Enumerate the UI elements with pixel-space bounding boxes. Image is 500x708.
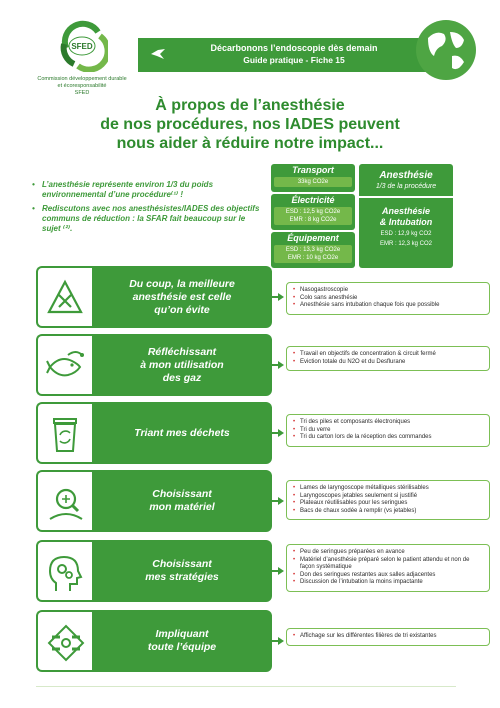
row-arrow-icon [278,293,284,301]
globe-icon [414,18,478,82]
action-row-waste [36,402,456,464]
row-label-line: anesthésie est celle [132,290,232,303]
action-row-gas [36,334,456,396]
stat-anes-sub: 1/3 de la procédure [375,183,437,190]
stat-transport-head: Transport [292,165,334,175]
row-details [286,282,490,315]
recycle-bin-icon [46,415,84,455]
stat-anesthesie [359,164,453,268]
row-label-line: mes stratégies [145,571,219,583]
row-icon-box [36,402,92,464]
detail-item: • Discussion de l’intubation la moins impactante [293,579,483,587]
detail-item: • Tri du carton lors de la réception des commandes [293,434,483,442]
row-label-line: qu’on évite [154,303,210,316]
detail-item: • Eviction totale du N2O et du Desflurane [293,359,483,367]
stat-intub-block [359,198,453,248]
row-arrow-icon [278,567,284,575]
stat-elec-emr: EMR : 8 kg CO2e [289,217,337,223]
row-label-line: Du coup, la meilleure [129,277,235,290]
stat-equip-values [274,245,352,263]
detail-item: • Tri du verre [293,427,483,435]
row-label-line: Triant mes déchets [134,426,230,439]
footer-divider [36,686,456,687]
detail-item: • Tri des piles et composants électroniques [293,419,483,427]
cross-in-triangle-icon [46,279,84,317]
recycle-leaf-icon [58,18,108,72]
stat-intub-head-2: & Intubation [379,217,433,227]
action-row-team [36,610,456,672]
row-details [286,544,490,592]
org-line-3: SFED [74,90,90,96]
gas-fish-icon [46,347,86,385]
row-label-line: Réfléchissant [147,345,217,358]
stat-intub-esd: ESD : 12,9 kg CO2 [380,231,432,237]
org-line-2: et écoresponsabilité [57,83,107,89]
detail-item: • Laryngoscopes jetables seulement si justifié [293,493,483,501]
row-icon-box [36,266,92,328]
intro-item: • Rediscutons avec nos anesthésistes/IADES des objectifs communs de réduction : la SFAR fait beaucoup sur le sujet ⁽²⁾. [32,204,262,234]
row-label [92,266,272,328]
row-label-line: Choisissant [152,558,212,570]
stat-equip-head: Équipement [287,233,339,243]
sfed-logo [22,18,142,104]
detail-item: • Peu de seringues préparées en avance [293,549,483,557]
org-line-1: Commission développement durable [37,76,127,82]
detail-item: • Affichage sur les différentes filières de tri existantes [293,633,483,641]
stat-elec-esd: ESD : 12,5 kg CO2e [285,209,341,215]
head-gears-icon [46,553,84,593]
stat-equipement [271,232,355,268]
row-details [286,480,490,520]
row-label [92,334,272,396]
row-label-line: mon matériel [149,501,215,513]
action-row-material [36,470,456,532]
stat-equip-esd: ESD : 13,3 kg CO2e [285,247,341,253]
row-label [92,402,272,464]
title-line-2: de nos procédures, nos IADES peuvent [100,116,400,133]
detail-item: • Plateaux réutilisables pour les seringues [293,500,483,508]
row-label-line: Impliquant [155,628,209,640]
intro-list [32,180,262,238]
magnifier-tools-icon [46,483,86,521]
row-icon-box [36,470,92,532]
joined-hands-icon [46,623,86,663]
page-title [60,96,440,153]
stat-electricite [271,194,355,230]
detail-item: • Travail en objectifs de concentration & circuit fermé [293,351,483,359]
detail-item: • Colo sans anesthésie [293,295,483,303]
action-row-avoid [36,266,456,328]
bird-icon [150,48,166,60]
intro-item: • L’anesthésie représente environ 1/3 du poids environnemental d’une procédure⁽¹⁾ ! [32,180,262,200]
row-arrow-icon [278,637,284,645]
row-details [286,414,490,447]
detail-item: • Nasogastroscopie [293,287,483,295]
stat-anes-head: Anesthésie [379,170,433,181]
row-arrow-icon [278,497,284,505]
stat-elec-head: Électricité [291,195,335,205]
logo-text: SFED [71,42,93,51]
row-icon-box [36,334,92,396]
action-row-strategy [36,540,470,602]
row-icon-box [36,540,92,602]
row-label [92,540,272,602]
detail-item: • Anesthésie sans intubation chaque fois que possible [293,302,483,310]
title-line-1: À propos de l’anesthésie [155,97,345,114]
row-label [92,470,272,532]
stat-elec-values [274,207,352,225]
stat-intub-head-1: Anesthésie [381,206,431,216]
banner-subtitle: Guide pratique - Fiche 15 [243,55,345,65]
stat-transport-value: 33kg CO2e [274,177,352,187]
row-arrow-icon [278,361,284,369]
detail-item: • Lames de laryngoscope métalliques stérilisables [293,485,483,493]
row-details [286,346,490,371]
row-label-line: Choisissant [152,488,212,500]
header-banner [138,38,450,72]
org-caption [22,76,142,97]
row-label [92,610,272,672]
detail-item: • Don des seringues restantes aux salles adjacentes [293,572,483,580]
stat-equip-emr: EMR : 10 kg CO2e [287,255,339,261]
title-line-3: nous aider à réduire notre impact... [116,135,384,152]
stat-transport [271,164,355,192]
row-label-line: des gaz [162,371,202,384]
row-details [286,628,490,646]
row-label-line: à mon utilisation [140,358,224,371]
row-icon-box [36,610,92,672]
stat-anes-block [359,164,453,198]
detail-item: • Bacs de chaux sodée à remplir (vs jetables) [293,508,483,516]
detail-item: • Matériel d’anesthésie préparé selon le patient attendu et non de façon systématique [293,557,483,572]
banner-title: Décarbonons l’endoscopie dès demain [210,43,378,53]
row-label-line: toute l’équipe [147,641,217,653]
stat-intub-emr: EMR : 12,3 kg CO2 [379,241,433,247]
row-arrow-icon [278,429,284,437]
